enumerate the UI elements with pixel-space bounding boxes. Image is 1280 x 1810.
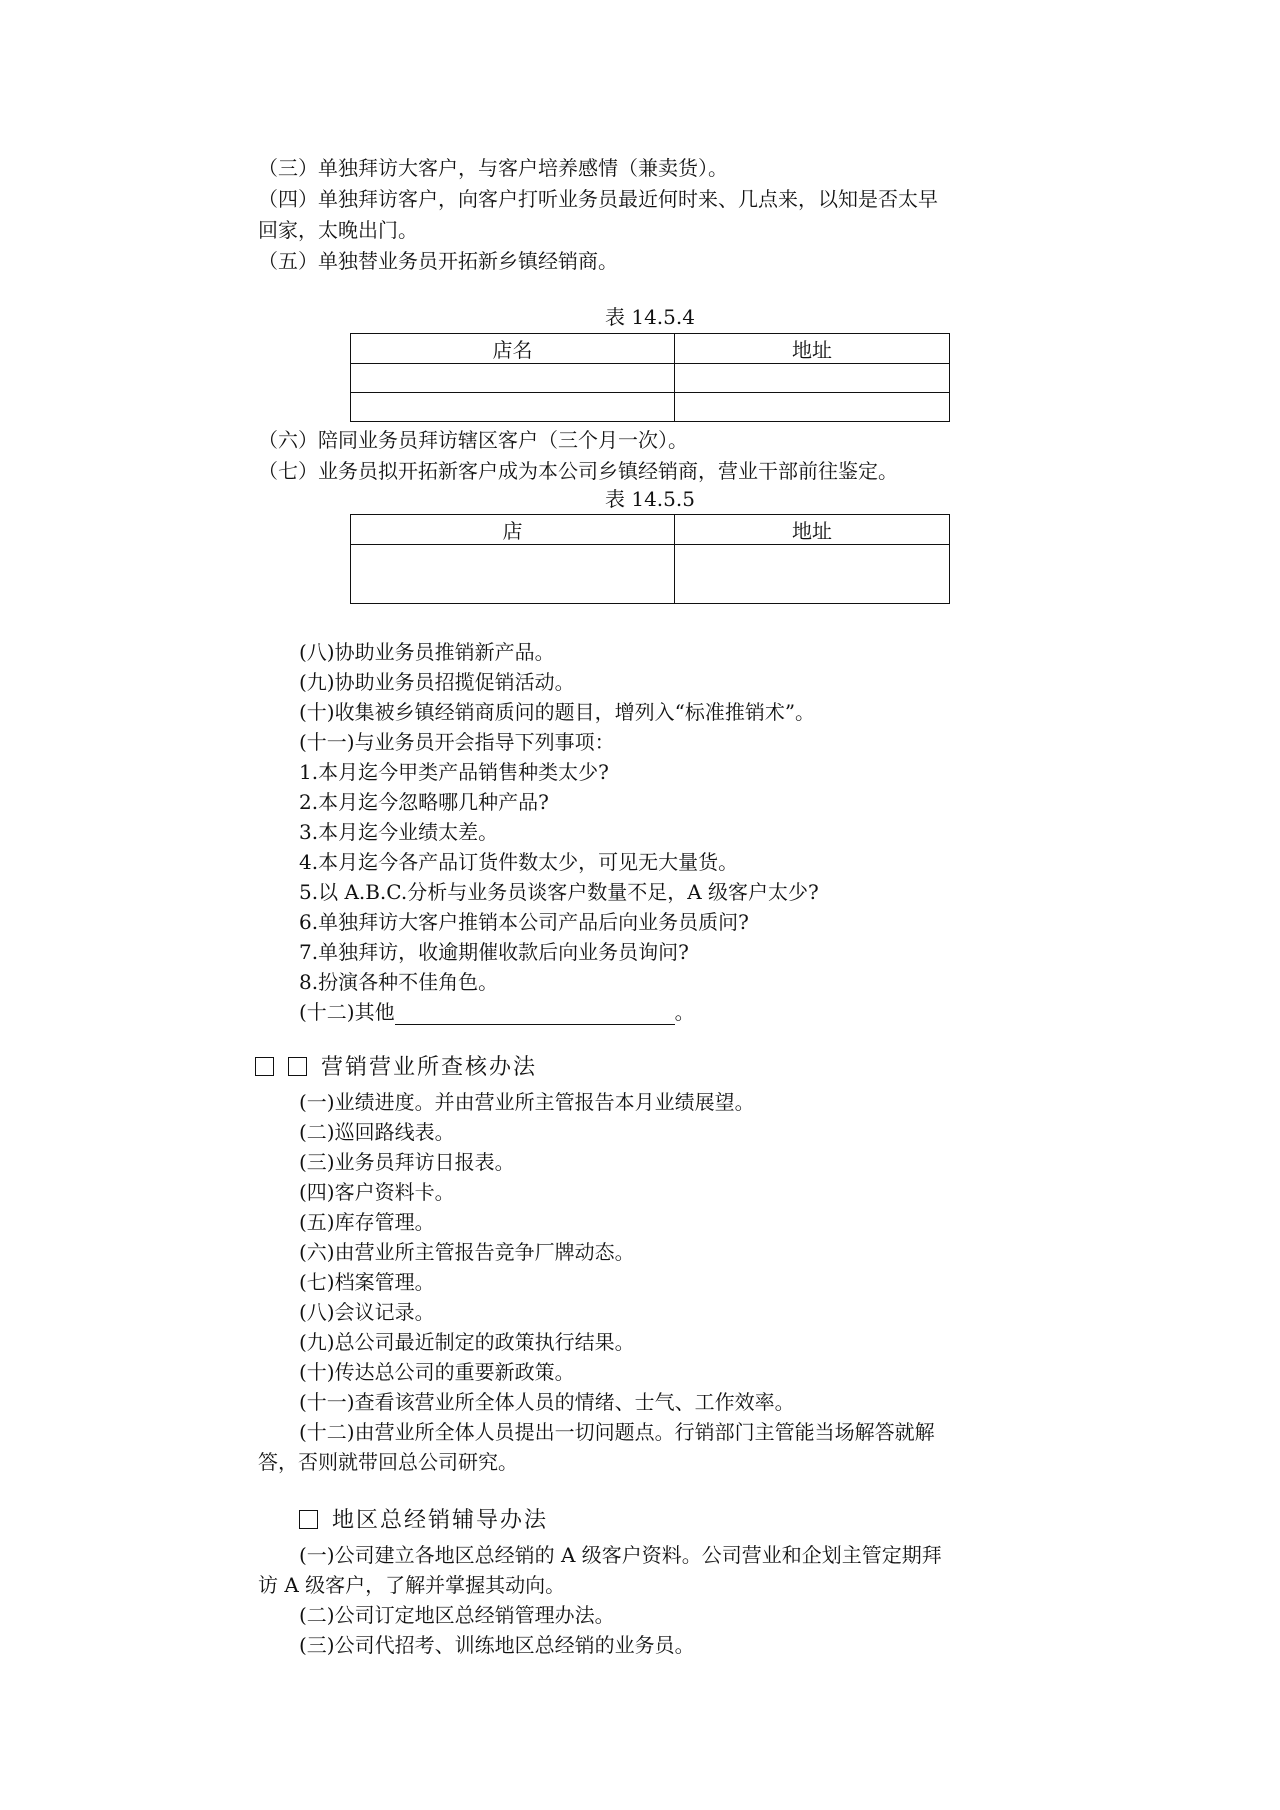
table-cell: [351, 545, 675, 604]
section-item: (六)由营业所主管报告竞争厂牌动态。: [299, 1240, 635, 1264]
section-item: (一)业绩进度。并由营业所主管报告本月业绩展望。: [299, 1090, 755, 1114]
list-item: 1.本月迄今甲类产品销售种类太少?: [299, 760, 609, 784]
mid-item: （六）陪同业务员拜访辖区客户（三个月一次）。: [258, 428, 688, 452]
section-item: (十一)查看该营业所全体人员的情绪、士气、工作效率。: [299, 1390, 795, 1414]
table-caption: 表 14.5.5: [605, 487, 695, 511]
table-cell: [675, 364, 950, 393]
checkbox-icon: [299, 1510, 318, 1529]
list-item: (十)收集被乡镇经销商质问的题目，增列入“标准推销术”。: [299, 700, 816, 724]
mid-item: （七）业务员拟开拓新客户成为本公司乡镇经销商，营业干部前往鉴定。: [258, 459, 898, 483]
section-title: 营销营业所查核办法: [321, 1055, 538, 1080]
other-item: [299, 997, 695, 1027]
section-item: 答，否则就带回总公司研究。: [258, 1450, 518, 1474]
table-cell: [675, 393, 950, 422]
other-item-prefix: (十二)其他: [299, 1000, 395, 1024]
list-item: 2.本月迄今忽略哪几种产品?: [299, 790, 549, 814]
list-item: (九)协助业务员招揽促销活动。: [299, 670, 575, 694]
section-heading: [255, 1052, 537, 1084]
table-14-5-4: [350, 333, 950, 422]
table-14-5-5: [350, 514, 950, 604]
section-item: (二)公司订定地区总经销管理办法。: [299, 1603, 615, 1627]
list-item: (十一)与业务员开会指导下列事项：: [299, 730, 615, 754]
table-header-row: [351, 334, 950, 364]
checkbox-icon: [255, 1057, 274, 1076]
table-row: [351, 393, 950, 422]
intro-item: （三）单独拜访大客户，与客户培养感情（兼卖货）。: [258, 156, 728, 180]
list-item: (八)协助业务员推销新产品。: [299, 640, 555, 664]
list-item: 4.本月迄今各产品订货件数太少，可见无大量货。: [299, 850, 739, 874]
table-header-cell: 店: [351, 515, 675, 545]
table-header-cell: 地址: [675, 515, 950, 545]
fill-in-blank: [395, 1002, 675, 1025]
section-item: 访 A 级客户，了解并掌握其动向。: [258, 1573, 566, 1597]
other-item-suffix: 。: [674, 1000, 695, 1024]
checkbox-icon: [288, 1057, 307, 1076]
list-item: 6.单独拜访大客户推销本公司产品后向业务员质问?: [299, 910, 749, 934]
section-item: (三)业务员拜访日报表。: [299, 1150, 515, 1174]
intro-item: 回家，太晚出门。: [258, 218, 418, 242]
section-item: (十)传达总公司的重要新政策。: [299, 1360, 575, 1384]
section-title: 地区总经销辅导办法: [332, 1508, 549, 1533]
table-header-cell: 地址: [675, 334, 950, 364]
table-cell: [351, 393, 675, 422]
list-item: 7.单独拜访，收逾期催收款后向业务员询问?: [299, 940, 689, 964]
table-header-cell: 店名: [351, 334, 675, 364]
list-item: 8.扮演各种不佳角色。: [299, 970, 499, 994]
section-heading: [299, 1505, 548, 1537]
intro-item: （四）单独拜访客户，向客户打听业务员最近何时来、几点来，以知是否太早: [258, 187, 938, 211]
table-row: [351, 545, 950, 604]
section-item: (七)档案管理。: [299, 1270, 435, 1294]
list-item: 5.以 A.B.C.分析与业务员谈客户数量不足，A 级客户太少?: [299, 880, 819, 904]
section-item: (一)公司建立各地区总经销的 A 级客户资料。公司营业和企划主管定期拜: [299, 1543, 942, 1567]
section-item: (十二)由营业所全体人员提出一切问题点。行销部门主管能当场解答就解: [299, 1420, 935, 1444]
table-header-row: [351, 515, 950, 545]
table-row: [351, 364, 950, 393]
table-caption: 表 14.5.4: [605, 305, 695, 329]
table-cell: [675, 545, 950, 604]
section-item: (三)公司代招考、训练地区总经销的业务员。: [299, 1633, 695, 1657]
table-cell: [351, 364, 675, 393]
intro-item: （五）单独替业务员开拓新乡镇经销商。: [258, 249, 618, 273]
section-item: (九)总公司最近制定的政策执行结果。: [299, 1330, 635, 1354]
list-item: 3.本月迄今业绩太差。: [299, 820, 499, 844]
section-item: (八)会议记录。: [299, 1300, 435, 1324]
section-item: (二)巡回路线表。: [299, 1120, 455, 1144]
section-item: (四)客户资料卡。: [299, 1180, 455, 1204]
section-item: (五)库存管理。: [299, 1210, 435, 1234]
